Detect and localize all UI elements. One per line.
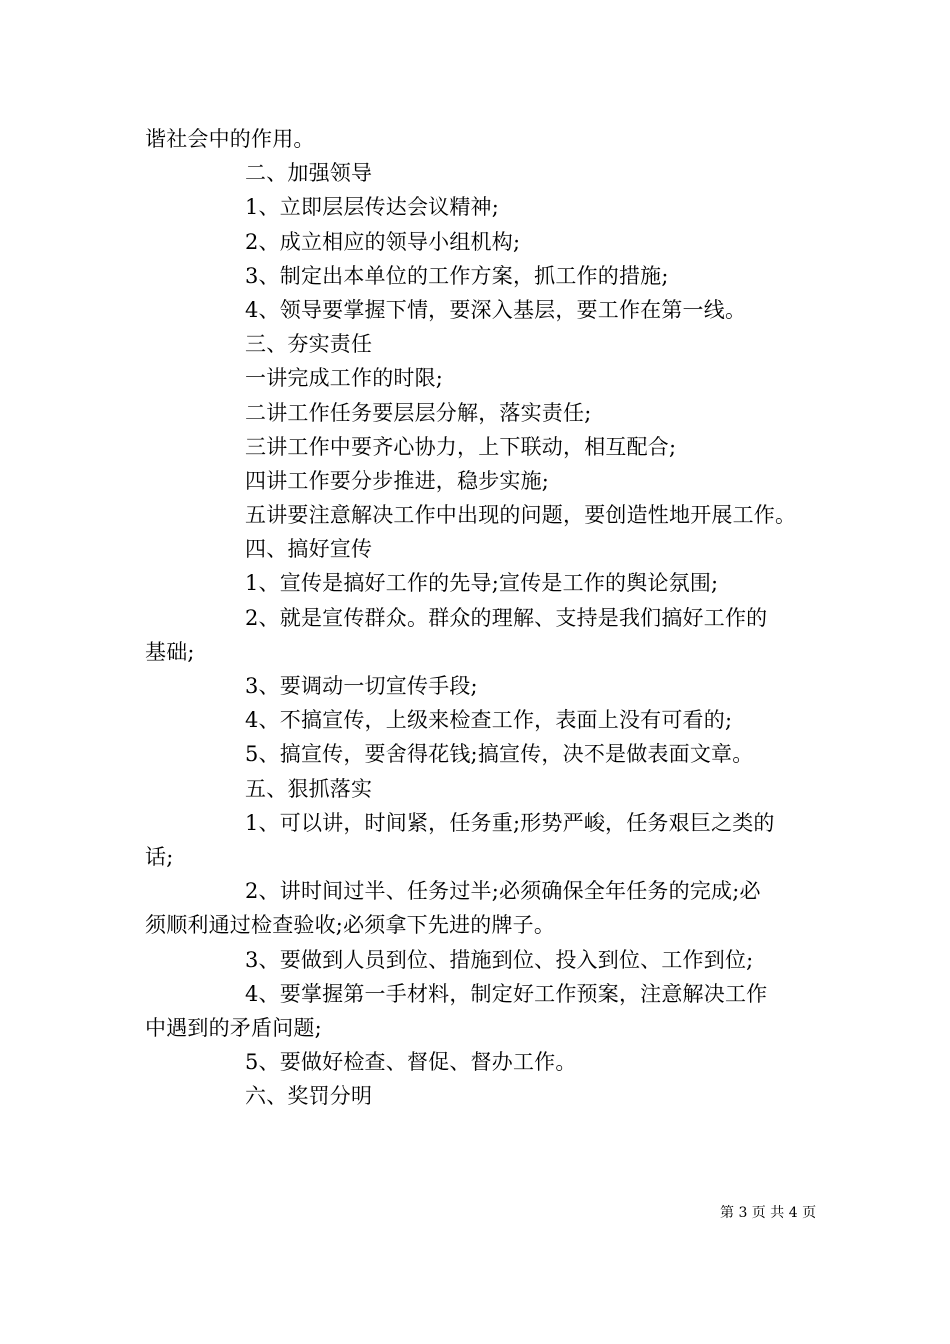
list-item: 三讲工作中要齐心协力，上下联动，相互配合; bbox=[245, 434, 677, 459]
list-item: 4、要掌握第一手材料，制定好工作预案，注意解决工作 bbox=[245, 981, 768, 1006]
list-item: 一讲完成工作的时限; bbox=[245, 366, 444, 391]
list-item: 2、就是宣传群众。群众的理解、支持是我们搞好工作的 bbox=[245, 605, 768, 630]
document-body bbox=[145, 122, 815, 1113]
list-item: 2、成立相应的领导小组机构; bbox=[245, 229, 521, 254]
text-line: 谐社会中的作用。 bbox=[145, 127, 315, 151]
text-line: 话; bbox=[145, 844, 174, 869]
section-heading: 二、加强领导 bbox=[245, 161, 373, 186]
text-line: 基础; bbox=[145, 639, 195, 664]
list-item: 五讲要注意解决工作中出现的问题，要创造性地开展工作。 bbox=[245, 503, 797, 528]
section-heading: 六、奖罚分明 bbox=[245, 1084, 373, 1109]
list-item: 1、可以讲，时间紧，任务重;形势严峻，任务艰巨之类的 bbox=[245, 810, 775, 835]
list-item: 二讲工作任务要层层分解，落实责任; bbox=[245, 400, 592, 425]
list-item: 2、讲时间过半、任务过半;必须确保全年任务的完成;必 bbox=[245, 879, 761, 904]
section-heading: 三、夯实责任 bbox=[245, 332, 373, 357]
text-line: 须顺利通过检查验收;必须拿下先进的牌子。 bbox=[145, 913, 556, 938]
section-heading: 五、狠抓落实 bbox=[245, 776, 373, 801]
list-item: 3、要调动一切宣传手段; bbox=[245, 674, 478, 698]
page-number-footer: 第 3 页 共 4 页 bbox=[720, 1205, 817, 1221]
list-item: 4、领导要掌握下情，要深入基层，要工作在第一线。 bbox=[245, 297, 747, 322]
list-item: 3、要做到人员到位、措施到位、投入到位、工作到位; bbox=[245, 947, 754, 972]
list-item: 四讲工作要分步推进，稳步实施; bbox=[245, 468, 550, 493]
list-item: 4、不搞宣传，上级来检查工作，表面上没有可看的; bbox=[245, 708, 733, 733]
list-item: 5、搞宣传，要舍得花钱;搞宣传，决不是做表面文章。 bbox=[245, 742, 754, 767]
text-line: 中遇到的矛盾问题; bbox=[145, 1015, 322, 1040]
list-item: 3、制定出本单位的工作方案，抓工作的措施; bbox=[245, 263, 669, 288]
section-heading: 四、搞好宣传 bbox=[245, 537, 373, 562]
list-item: 5、要做好检查、督促、督办工作。 bbox=[245, 1050, 577, 1075]
list-item: 1、立即层层传达会议精神; bbox=[245, 195, 500, 220]
list-item: 1、宣传是搞好工作的先导;宣传是工作的舆论氛围; bbox=[245, 571, 719, 596]
